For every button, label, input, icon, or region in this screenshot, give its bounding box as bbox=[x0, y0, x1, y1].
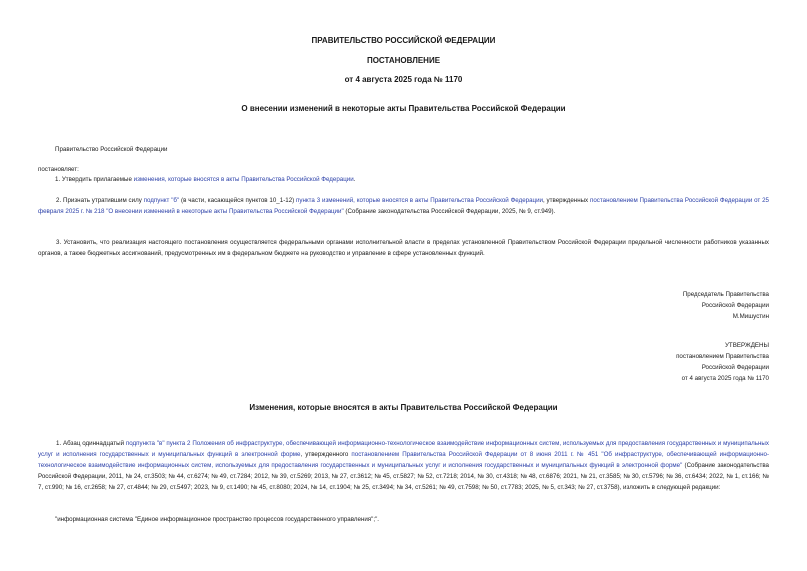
changes-item-1-link-regulation[interactable]: подпункта "в" пункта 2 Положения об инфраструктуре, обеспечивающей информационно-технологическое взаимодействие информационных систем, используемых для предоставления государственных и муниципальных услуг и исполнения государственных и муниципальных функций в электронной форме bbox=[38, 440, 769, 458]
changes-quote: "информационная система "Единое информационное пространство процессов государственного управления";". bbox=[55, 516, 379, 523]
changes-title: Изменения, которые вносятся в акты Правительства Российской Федерации bbox=[249, 403, 558, 412]
approval-word: УТВЕРЖДЕНЫ bbox=[725, 342, 769, 349]
changes-item-1-prefix: 1. Абзац одиннадцатый bbox=[56, 440, 126, 447]
signature-position: Председатель Правительства bbox=[682, 291, 769, 298]
date-number-heading: от 4 августа 2025 года № 1170 bbox=[344, 75, 463, 84]
approval-block bbox=[676, 340, 769, 384]
item-3: 3. Установить, что реализация настоящего постановления осуществляется федеральными органами исполнительной власти в пределах установленной Правительством Российской Федерации предельной численности работников указанных органов, а также бюджетных ассигнований, предусмотренных им в федеральном бюджете на руководство и управление в сфере установленных функций. bbox=[38, 239, 769, 257]
approval-date: от 4 августа 2025 года № 1170 bbox=[681, 375, 769, 382]
item-2-link-subpoint[interactable]: подпункт "б" bbox=[143, 197, 180, 204]
item-2-mid2: , утвержденных bbox=[543, 197, 590, 204]
signature-name: М.Мишустин bbox=[732, 313, 769, 320]
preamble-resolves: постановляет: bbox=[38, 166, 79, 173]
approval-org: Российской Федерации bbox=[701, 364, 769, 371]
signature-org: Российской Федерации bbox=[701, 302, 769, 309]
org-heading: ПРАВИТЕЛЬСТВО РОССИЙСКОЙ ФЕДЕРАЦИИ bbox=[311, 36, 496, 45]
item-2-mid1: (в части, касающейся пунктов 10_1-12) bbox=[179, 197, 297, 204]
item-2 bbox=[38, 195, 769, 217]
item-1 bbox=[55, 175, 355, 186]
item-2-link-resolution[interactable]: постановлением Правительства Российской Федерации от 25 февраля 2025 г. № 218 "О внесении изменений в некоторые акты Правительства Российской Федерации" bbox=[38, 197, 769, 215]
changes-item-1 bbox=[38, 438, 769, 493]
item-2-suffix: (Собрание законодательства Российской Федерации, 2025, № 9, ст.949). bbox=[343, 208, 556, 215]
doc-type-heading: ПОСТАНОВЛЕНИЕ bbox=[366, 56, 441, 65]
preamble-government: Правительство Российской Федерации bbox=[55, 146, 168, 153]
document-title: О внесении изменений в некоторые акты Правительства Российской Федерации bbox=[241, 104, 566, 113]
item-2-link-point3[interactable]: пункта 3 изменений, которые вносятся в акты Правительства Российской Федерации bbox=[296, 197, 543, 204]
item-1-prefix: 1. Утвердить прилагаемые bbox=[55, 176, 134, 183]
approval-by: постановлением Правительства bbox=[676, 353, 769, 360]
item-2-prefix: 2. Признать утратившим силу bbox=[56, 197, 144, 204]
item-1-link[interactable]: изменения, которые вносятся в акты Правительства Российской Федерации bbox=[133, 176, 354, 183]
signature-block bbox=[683, 289, 769, 322]
item-1-suffix: . bbox=[353, 176, 356, 183]
changes-item-1-mid: , утвержденного bbox=[300, 451, 352, 458]
changes-item-1-suffix: (Собрание законодательства Российской Федерации, 2011, № 24, ст.3503; № 44, ст.6274; № 49, ст.7284; 2012, № 39, ст.5269; 2013, № 27, ст.3612; № 45, ст.5827; № 52, ст.7218; 2014, № 30, ст.4318; № 48, ст.6876; 2021, № 21, ст.3585; № 30, ст.5796; № 36, ст.6434; 2022, № 1, ст.166; № 7, ст.990; № 16, ст.2658; № 27, ст.4844; № 29, ст.5497; 2023, № 9, ст.1490; № 45, ст.8080; 2024, № 14, ст.1904; № 25, ст.3494; № 34, ст.5261; № 49, ст.7598; № 50, ст.7783; 2025, № 5, ст.343; № 27, ст.3758), изложить в следующей редакции: bbox=[38, 462, 769, 491]
changes-item-1-link-resolution[interactable]: постановлением Правительства Российской Федерации от 8 июня 2011 г. № 451 "Об инфраструктуре, обеспечивающей информационно-технологическое взаимодействие информационных систем, используемых для предоставления государственных и муниципальных услуг и исполнения государственных и муниципальных функций в электронной форме" bbox=[38, 451, 770, 469]
